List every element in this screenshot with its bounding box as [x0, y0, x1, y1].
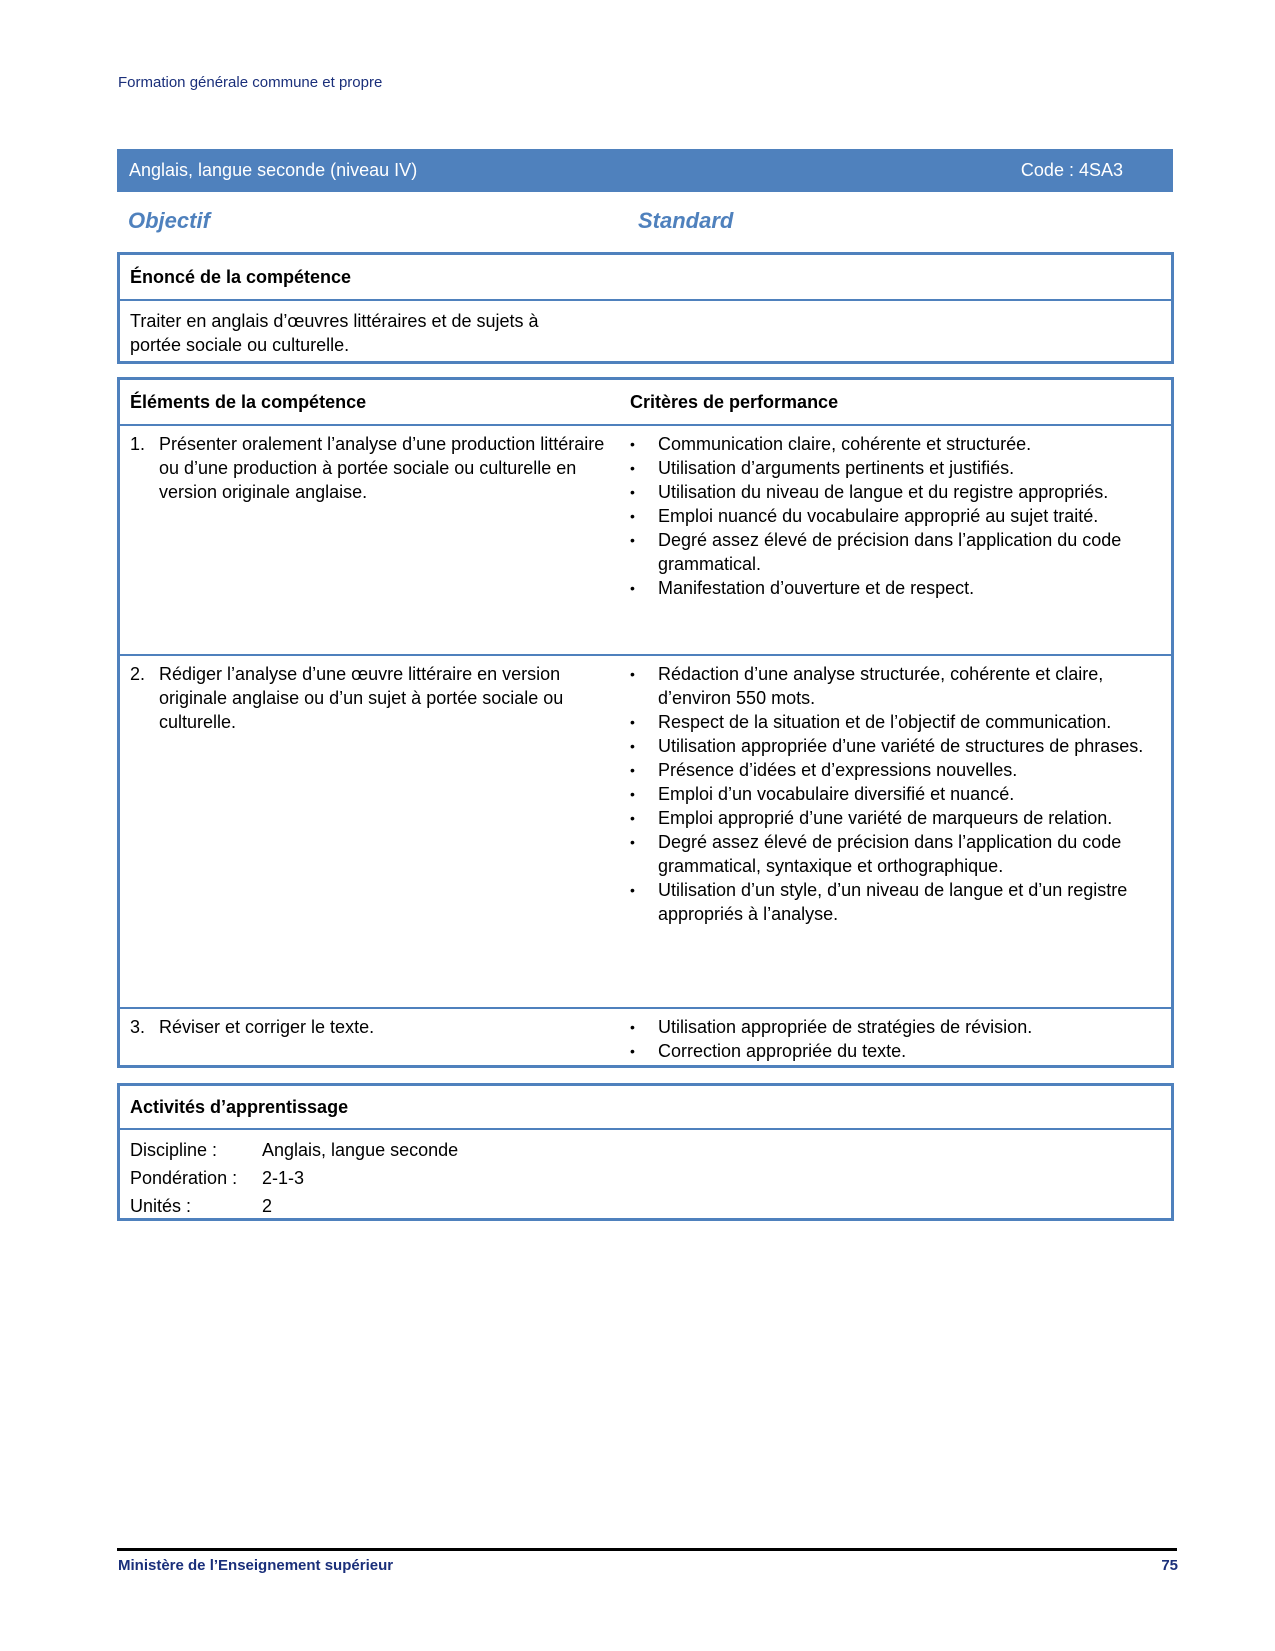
criterion-text: Présence d’idées et d’expressions nouvelles. — [658, 760, 1018, 780]
course-title-bar — [117, 149, 1173, 192]
criterion-item — [630, 504, 1153, 528]
unites-value: 2 — [262, 1196, 273, 1216]
bullet-icon: • — [630, 508, 635, 524]
criterion-item — [630, 456, 1153, 480]
criterion-item — [630, 878, 1153, 926]
criterion-item — [630, 830, 1153, 878]
bullet-icon: • — [630, 810, 635, 826]
enonce-heading: Énoncé de la compétence — [120, 255, 1171, 301]
page-footer — [118, 1557, 1178, 1574]
element-text: Réviser et corriger le texte. — [159, 1017, 375, 1037]
criterion-item — [630, 662, 1153, 710]
bullet-icon: • — [630, 786, 635, 802]
unites-label: Unités : — [130, 1196, 192, 1216]
element-cell — [120, 1015, 630, 1061]
criterion-text: Utilisation d’un style, d’un niveau de langue et d’un registre appropriés à l’analyse. — [658, 880, 1128, 924]
criterion-text: Utilisation appropriée de stratégies de révision. — [658, 1017, 1033, 1037]
criterion-text: Degré assez élevé de précision dans l’application du code grammatical, syntaxique et orthographique. — [658, 832, 1122, 876]
discipline-line — [130, 1136, 1161, 1164]
table-row — [120, 426, 1171, 656]
element-cell — [120, 662, 630, 1003]
criterion-text: Respect de la situation et de l’objectif de communication. — [658, 712, 1112, 732]
bullet-icon: • — [630, 580, 635, 596]
criterion-item — [630, 734, 1153, 758]
footer-ministry: Ministère de l’Enseignement supérieur — [118, 1557, 394, 1574]
elements-table-header — [120, 380, 1171, 426]
course-title: Anglais, langue seconde (niveau IV) — [129, 160, 418, 180]
table-row — [120, 656, 1171, 1009]
element-number: 1. — [130, 434, 146, 454]
criterion-item — [630, 1039, 1153, 1063]
criteria-cell — [630, 432, 1171, 650]
criterion-item — [630, 1015, 1153, 1039]
bullet-icon: • — [630, 738, 635, 754]
enonce-box — [117, 252, 1174, 364]
criterion-text: Degré assez élevé de précision dans l’application du code grammatical. — [658, 530, 1122, 574]
elements-column-heading: Éléments de la compétence — [130, 391, 367, 412]
bullet-icon: • — [630, 882, 635, 898]
element-text: Présenter oralement l’analyse d’une production littéraire ou d’une production à portée sociale ou culturelle en version originale anglaise. — [159, 434, 605, 502]
criterion-text: Emploi nuancé du vocabulaire approprié au sujet traité. — [658, 506, 1099, 526]
criterion-text: Emploi d’un vocabulaire diversifié et nuancé. — [658, 784, 1015, 804]
bullet-icon: • — [630, 834, 635, 850]
criterion-item — [630, 432, 1153, 456]
bullet-icon: • — [630, 666, 635, 682]
bullet-icon: • — [630, 460, 635, 476]
criterion-text: Utilisation du niveau de langue et du registre appropriés. — [658, 482, 1109, 502]
criterion-item — [630, 758, 1153, 782]
page-number: 75 — [1161, 1557, 1178, 1574]
running-header: Formation générale commune et propre — [118, 74, 383, 91]
course-code: Code : 4SA3 — [1020, 160, 1123, 180]
activites-heading: Activités d’apprentissage — [120, 1086, 1171, 1130]
enonce-text: Traiter en anglais d’œuvres littéraires et de sujets à portée sociale ou culturelle. — [130, 311, 539, 355]
criterion-text: Rédaction d’une analyse structurée, cohérente et claire, d’environ 550 mots. — [658, 664, 1104, 708]
element-number: 3. — [130, 1017, 146, 1037]
element-cell — [120, 432, 630, 650]
criterion-item — [630, 576, 1153, 600]
objective-standard-row — [128, 208, 1168, 238]
criterion-text: Emploi approprié d’une variété de marqueurs de relation. — [658, 808, 1113, 828]
course-info — [120, 1130, 1171, 1226]
criterion-text: Utilisation appropriée d’une variété de structures de phrases. — [658, 736, 1144, 756]
ponderation-line — [130, 1164, 1161, 1192]
criterion-text: Correction appropriée du texte. — [658, 1041, 907, 1061]
unites-line — [130, 1192, 1161, 1220]
bullet-icon: • — [630, 532, 635, 548]
elements-table — [117, 377, 1174, 1068]
standard-label: Standard — [638, 208, 734, 233]
criteria-column-heading: Critères de performance — [630, 391, 839, 412]
bullet-icon: • — [630, 484, 635, 500]
criterion-item — [630, 782, 1153, 806]
criterion-text: Manifestation d’ouverture et de respect. — [658, 578, 975, 598]
element-number: 2. — [130, 664, 146, 684]
criterion-item — [630, 710, 1153, 734]
criterion-text: Communication claire, cohérente et structurée. — [658, 434, 1032, 454]
criteria-cell — [630, 662, 1171, 1003]
activites-box — [117, 1083, 1174, 1221]
element-text: Rédiger l’analyse d’une œuvre littéraire en version originale anglaise ou d’un sujet à portée sociale ou culturelle. — [159, 664, 564, 732]
bullet-icon: • — [630, 1043, 635, 1059]
criterion-item — [630, 480, 1153, 504]
criterion-item — [630, 528, 1153, 576]
discipline-label: Discipline : — [130, 1140, 218, 1160]
bullet-icon: • — [630, 1019, 635, 1035]
ponderation-label: Pondération : — [130, 1168, 238, 1188]
criteria-cell — [630, 1015, 1171, 1061]
bullet-icon: • — [630, 436, 635, 452]
discipline-value: Anglais, langue seconde — [262, 1140, 459, 1160]
footer-divider — [117, 1548, 1177, 1551]
bullet-icon: • — [630, 762, 635, 778]
table-row — [120, 1009, 1171, 1065]
criterion-text: Utilisation d’arguments pertinents et justifiés. — [658, 458, 1015, 478]
bullet-icon: • — [630, 714, 635, 730]
criterion-item — [630, 806, 1153, 830]
ponderation-value: 2-1-3 — [262, 1168, 305, 1188]
objectif-label: Objectif — [128, 208, 210, 233]
